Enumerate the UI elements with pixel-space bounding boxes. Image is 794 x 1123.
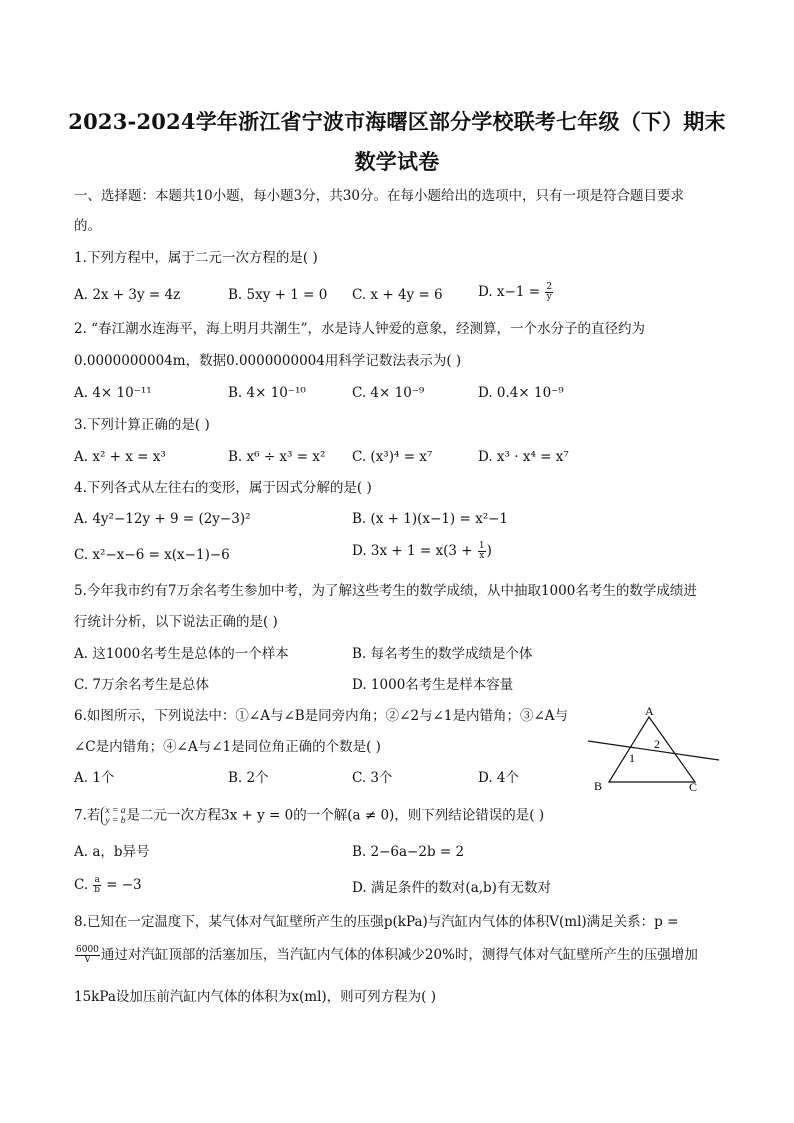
q2-stem-line1: 2. “春江潮水连海平，海上明月共潮生”，水是诗人钟爱的意象，经测算，一个水分子的直径约为	[74, 321, 645, 337]
q8-denominator: V	[84, 955, 91, 965]
q1-option-b: B. 5xy + 1 = 0	[228, 287, 328, 303]
q5-option-a: A. 这1000名考生是总体的一个样本	[74, 646, 289, 662]
q5-option-c: C. 7万余名考生是总体	[74, 677, 210, 693]
q7-option-c-prefix: C.	[74, 877, 93, 893]
q7-option-b: B. 2−6a−2b = 2	[352, 844, 465, 860]
q7-option-c-fraction	[93, 876, 100, 895]
q1-d-numerator: 2	[546, 282, 553, 292]
q5-stem-line2: 行统计分析，以下说法正确的是( )	[74, 614, 278, 630]
q7-stem	[74, 806, 544, 826]
triangle-abc	[609, 717, 695, 782]
q7-option-d: D. 满足条件的数对(a,b)有无数对	[352, 880, 551, 896]
q3-option-c: C. (x³)⁴ = x⁷	[352, 449, 433, 465]
q1-option-a: A. 2x + 3y = 4z	[74, 287, 181, 303]
q4-stem: 4.下列各式从左往右的变形，属于因式分解的是( )	[74, 480, 372, 496]
q8-stem-line3: 15kPa设加压前汽缸内气体的体积为x(ml)，则可列方程为( )	[74, 989, 436, 1005]
q4-option-d-suffix: )	[486, 543, 492, 559]
q8-formula-fraction	[75, 946, 100, 965]
q1-option-d-fraction	[545, 283, 553, 302]
q5-option-b: B. 每名考生的数学成绩是个体	[352, 646, 533, 662]
q7-stem-prefix: 7.若	[74, 807, 101, 824]
exam-title-line2: 数学试卷	[354, 149, 440, 174]
q1-option-d-prefix: D. x−1 =	[478, 284, 545, 300]
vertex-c-label: C	[689, 780, 698, 794]
q4-option-d-fraction	[478, 542, 486, 561]
q3-option-a: A. x² + x = x³	[74, 449, 166, 465]
q5-stem-line1: 5.今年我市约有7万余名考生参加中考，为了解这些考生的数学成绩，从中抽取1000名考生的数学成绩进	[74, 583, 697, 599]
q7-option-c	[74, 876, 142, 895]
angle-1-label: 1	[629, 751, 635, 765]
q7-c-numerator: a	[94, 875, 100, 885]
q4-option-c: C. x²−x−6 = x(x−1)−6	[74, 547, 230, 563]
q6-triangle-figure	[585, 700, 725, 796]
q1-stem: 1.下列方程中，属于二元一次方程的是( )	[74, 250, 318, 266]
q8-stem-line2-text: 通过对汽缸顶部的活塞加压，当汽缸内气体的体积减少20%时，测得气体对气缸壁所产生的压强增加	[100, 947, 698, 963]
q6-option-b: B. 2个	[228, 770, 269, 786]
exam-title-line1: 2023-2024学年浙江省宁波市海曙区部分学校联考七年级（下）期末	[68, 109, 726, 134]
q6-stem-line1: 6.如图所示，下列说法中：①∠A与∠B是同旁内角；②∠2与∠1是内错角；③∠A与	[74, 708, 569, 724]
q4-option-d-prefix: D. 3x + 1 = x(3 +	[352, 543, 477, 559]
q2-option-a: A. 4× 10⁻¹¹	[74, 385, 152, 401]
q4-d-denominator: x	[479, 551, 485, 561]
vertex-a-label: A	[645, 704, 654, 718]
q1-option-d	[478, 283, 554, 302]
q8-numerator: 6000	[76, 945, 99, 955]
q1-option-c: C. x + 4y = 6	[352, 287, 443, 303]
section-heading-line2: 的。	[74, 218, 101, 234]
angle-2-label: 2	[654, 737, 660, 751]
q7-system-top: x = a	[105, 806, 126, 816]
q3-option-b: B. x⁶ ÷ x³ = x²	[228, 449, 326, 465]
q4-option-b: B. (x + 1)(x−1) = x²−1	[352, 511, 509, 527]
q7-equation-system	[101, 806, 125, 826]
q6-stem-line2: ∠C是内错角；④∠A与∠1是同位角正确的个数是( )	[74, 739, 381, 755]
q2-stem-line2: 0.0000000004m，数据0.0000000004用科学记数法表示为( )	[74, 353, 462, 369]
q4-d-numerator: 1	[478, 541, 485, 551]
q2-option-b: B. 4× 10⁻¹⁰	[228, 385, 306, 401]
q1-d-denominator: y	[546, 292, 552, 302]
q8-stem-line1: 8.已知在一定温度下，某气体对气缸壁所产生的压强p(kPa)与汽缸内气体的体积V(ml)满足关系：p =	[74, 914, 679, 930]
q6-option-c: C. 3个	[352, 770, 393, 786]
q3-stem: 3.下列计算正确的是( )	[74, 417, 210, 433]
q6-option-a: A. 1个	[74, 770, 115, 786]
q4-option-d	[352, 542, 492, 561]
q3-option-d: D. x³ · x⁴ = x⁷	[478, 449, 569, 465]
q7-option-a: A. a，b异号	[74, 844, 150, 860]
q6-option-d: D. 4个	[478, 770, 520, 786]
q7-c-denominator: b	[94, 885, 100, 895]
q2-option-c: C. 4× 10⁻⁹	[352, 385, 425, 401]
q8-stem-line2	[74, 946, 698, 965]
q7-stem-suffix: 是二元一次方程3x + y = 0的一个解(a ≠ 0)，则下列结论错误的是( )	[126, 807, 545, 824]
q7-system-bottom: y = b	[105, 816, 126, 826]
section-heading-line1: 一、选择题：本题共10小题，每小题3分，共30分。在每小题给出的选项中，只有一项是符合题目要求	[74, 188, 684, 204]
q5-option-d: D. 1000名考生是样本容量	[352, 677, 514, 693]
q7-option-c-suffix: = −3	[101, 877, 142, 893]
q2-option-d: D. 0.4× 10⁻⁹	[478, 385, 564, 401]
vertex-b-label: B	[594, 779, 603, 793]
q4-option-a: A. 4y²−12y + 9 = (2y−3)²	[74, 511, 251, 527]
